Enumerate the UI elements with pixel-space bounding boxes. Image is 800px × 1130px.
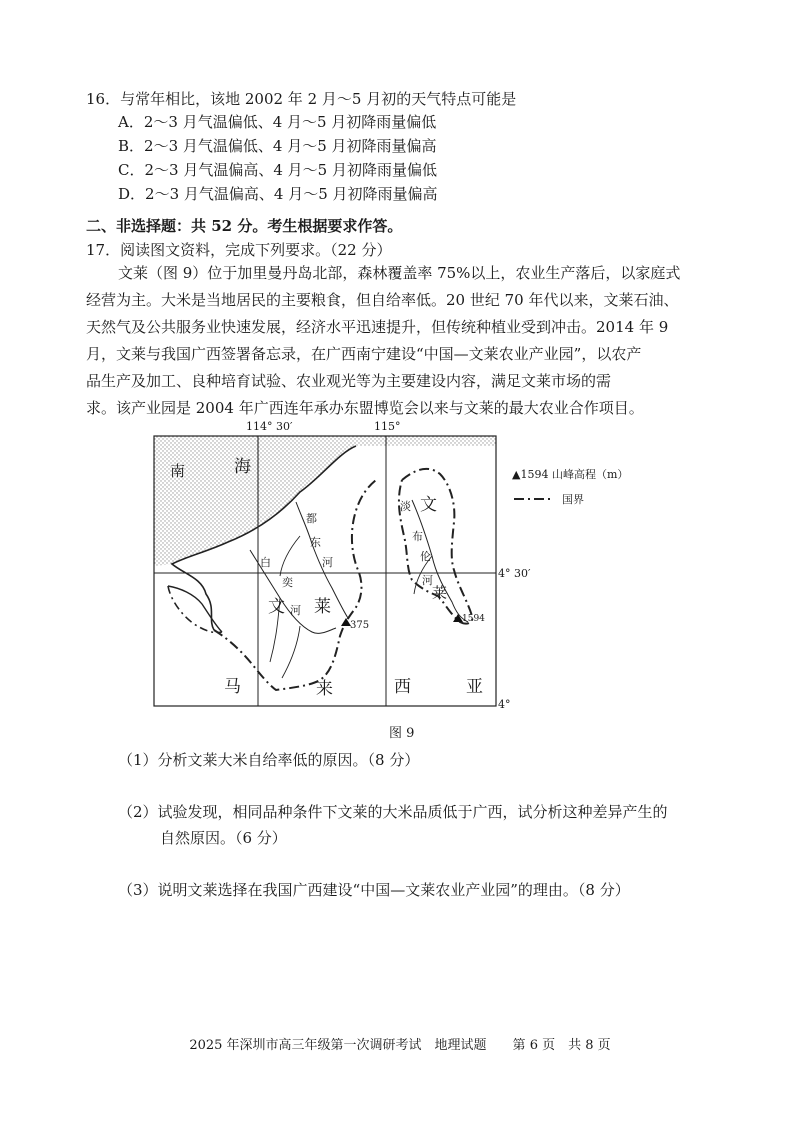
brunei-map <box>150 418 629 718</box>
river-label-bai: 白 <box>260 556 271 569</box>
q16-stem: 16．与常年相比，该地 2002 年 2 月～5 月初的天气特点可能是 <box>86 90 517 108</box>
country-label-wen: 文 <box>268 597 285 617</box>
q16-option-c: C．2～3 月气温偏高、4 月～5 月初降雨量偏低 <box>118 161 437 179</box>
q17-sub2-line1: （2）试验发现，相同品种条件下文莱的大米品质低于广西，试分析这种差异产生的 <box>118 803 668 821</box>
border-peninsula <box>168 586 222 633</box>
passage-line: 月，文莱与我国广西签署备忘录，在广西南宁建设“中国—文莱农业产业园”，以农产 <box>86 345 642 363</box>
river-label-he3: 河 <box>422 574 433 587</box>
lon-label-114-30: 114° 30′ <box>246 420 293 433</box>
sea-label-nan: 南 <box>170 462 186 480</box>
river-dudong-branch <box>280 536 300 576</box>
country-label-xi: 西 <box>394 677 411 697</box>
sea-area <box>154 436 496 566</box>
river-baiyi-branch-2 <box>282 626 300 678</box>
q17-passage <box>86 260 726 422</box>
passage-line: 天然气及公共服务业快速发展，经济水平迅速提升，但传统种植业受到冲击。2014 年 9 <box>86 318 669 336</box>
q17-sub2-line2: 自然原因。（6 分） <box>160 829 287 847</box>
river-label-bu: 布 <box>412 530 423 543</box>
river-label-dong: 东 <box>310 536 321 549</box>
sea-label-hai: 海 <box>234 457 251 477</box>
river-label-lun: 伦 <box>420 550 431 563</box>
lon-label-115: 115° <box>374 420 401 433</box>
country-label-lai: 莱 <box>314 597 331 617</box>
q16-option-d: D．2～3 月气温偏高、4 月～5 月初降雨量偏高 <box>118 185 438 203</box>
lat-label-4-30: 4° 30′ <box>498 567 531 580</box>
river-label-he1: 河 <box>322 556 333 569</box>
river-label-du: 都 <box>306 512 317 525</box>
figure-caption: 图 9 <box>389 726 415 741</box>
q17-sub1: （1）分析文莱大米自给率低的原因。（8 分） <box>118 751 420 769</box>
passage-line: 品生产及加工、良种培育试验、农业观光等为主要建设内容，满足文莱市场的需 <box>86 372 612 390</box>
section-heading: 二、非选择题：共 52 分。考生根据要求作答。 <box>86 217 403 235</box>
east-label-wen: 文 <box>420 495 437 515</box>
q16-option-a: A．2～3 月气温偏低、4 月～5 月初降雨量偏低 <box>118 113 437 131</box>
legend-peak: ▲1594 山峰高程（m） <box>512 468 629 481</box>
country-label-ya: 亚 <box>466 677 483 697</box>
river-label-dan: 淡 <box>400 500 411 513</box>
legend-border: 国界 <box>562 493 584 506</box>
river-label-he2: 河 <box>290 604 301 617</box>
lat-label-4: 4° <box>498 698 511 711</box>
passage-line: 经营为主。大米是当地居民的主要粮食，但自给率低。20 世纪 70 年代以来，文莱石油、 <box>86 291 679 309</box>
peak-label-1594: 1594 <box>462 614 485 624</box>
river-label-yi: 奕 <box>282 576 293 589</box>
passage-line: 文莱（图 9）位于加里曼丹岛北部，森林覆盖率 75%以上，农业生产落后，以家庭式 <box>118 264 681 282</box>
page-footer: 2025 年深圳市高三年级第一次调研考试 地理试题 第 6 页 共 8 页 <box>189 1038 611 1053</box>
q17-stem: 17．阅读图文资料，完成下列要求。（22 分） <box>86 241 392 259</box>
peak-label-375: 375 <box>350 620 370 631</box>
q16-option-b: B．2～3 月气温偏低、4 月～5 月初降雨量偏高 <box>118 137 437 155</box>
country-label-lai2: 来 <box>316 679 333 699</box>
country-label-ma: 马 <box>224 677 241 697</box>
east-label-lai: 莱 <box>432 584 448 602</box>
q17-sub3: （3）说明文莱选择在我国广西建设“中国—文莱农业产业园”的理由。（8 分） <box>118 881 630 899</box>
passage-line: 求。该产业园是 2004 年广西连年承办东盟博览会以来与文莱的最大农业合作项目。 <box>86 399 644 417</box>
